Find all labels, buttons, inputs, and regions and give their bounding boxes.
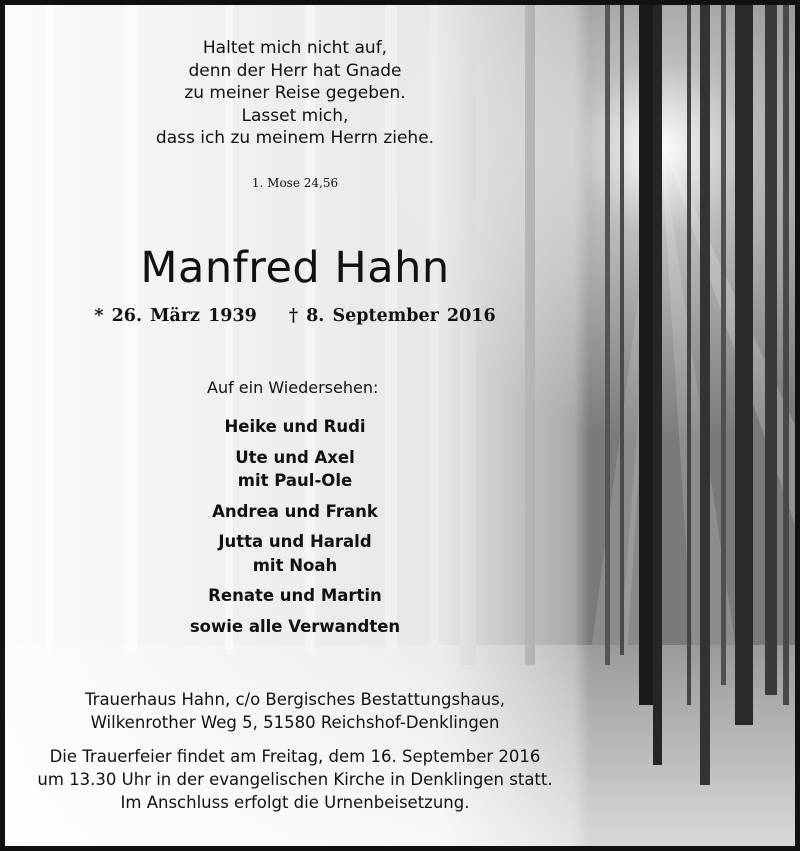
- address-line: Trauerhaus Hahn, c/o Bergisches Bestattungshaus,: [85, 690, 505, 709]
- service-line: Die Trauerfeier findet am Freitag, dem 16. September 2016: [49, 747, 541, 766]
- farewell-heading: Auf ein Wiedersehen:: [207, 378, 379, 397]
- mourner-group: [5, 530, 585, 577]
- address-line: Wilkenrother Weg 5, 51580 Reichshof-Denklingen: [90, 713, 500, 732]
- mourner-group: [5, 446, 585, 493]
- verse-line: zu meiner Reise gegeben.: [184, 83, 406, 103]
- life-dates: [5, 306, 585, 326]
- verse-reference: 1. Mose 24,56: [251, 176, 339, 190]
- mourning-house-address: [5, 688, 585, 734]
- mourner-line: mit Paul-Ole: [237, 471, 353, 490]
- verse-line: Lasset mich,: [241, 105, 349, 126]
- mourner-group: [5, 584, 585, 608]
- verse-line: dass ich zu meinem Herrn ziehe.: [155, 128, 435, 148]
- mourner-line: sowie alle Verwandten: [189, 616, 401, 636]
- bible-verse: [5, 37, 585, 150]
- mourner-line: Jutta und Harald: [218, 532, 372, 551]
- service-line: um 13.30 Uhr in der evangelischen Kirche in Denklingen statt.: [37, 770, 553, 789]
- mourners-list: [5, 415, 585, 645]
- service-line: Im Anschluss erfolgt die Urnenbeisetzung.: [120, 793, 470, 812]
- funeral-service-info: [5, 745, 585, 814]
- mourner-line: Renate und Martin: [208, 586, 382, 605]
- verse-line: Haltet mich nicht auf,: [202, 38, 388, 58]
- mourner-line: Ute und Axel: [235, 447, 355, 467]
- verse-line: denn der Herr hat Gnade: [188, 60, 402, 81]
- mourner-line: Heike und Rudi: [224, 417, 366, 436]
- mourner-group: [5, 500, 585, 524]
- mourner-group: [5, 615, 585, 639]
- mourner-line: mit Noah: [252, 555, 338, 575]
- mourner-group: [5, 415, 585, 439]
- mourner-line: Andrea und Frank: [212, 501, 378, 521]
- death-date: † 8. September 2016: [288, 306, 496, 326]
- deceased-name: Manfred Hahn: [140, 243, 450, 293]
- birth-date: * 26. März 1939: [94, 306, 257, 326]
